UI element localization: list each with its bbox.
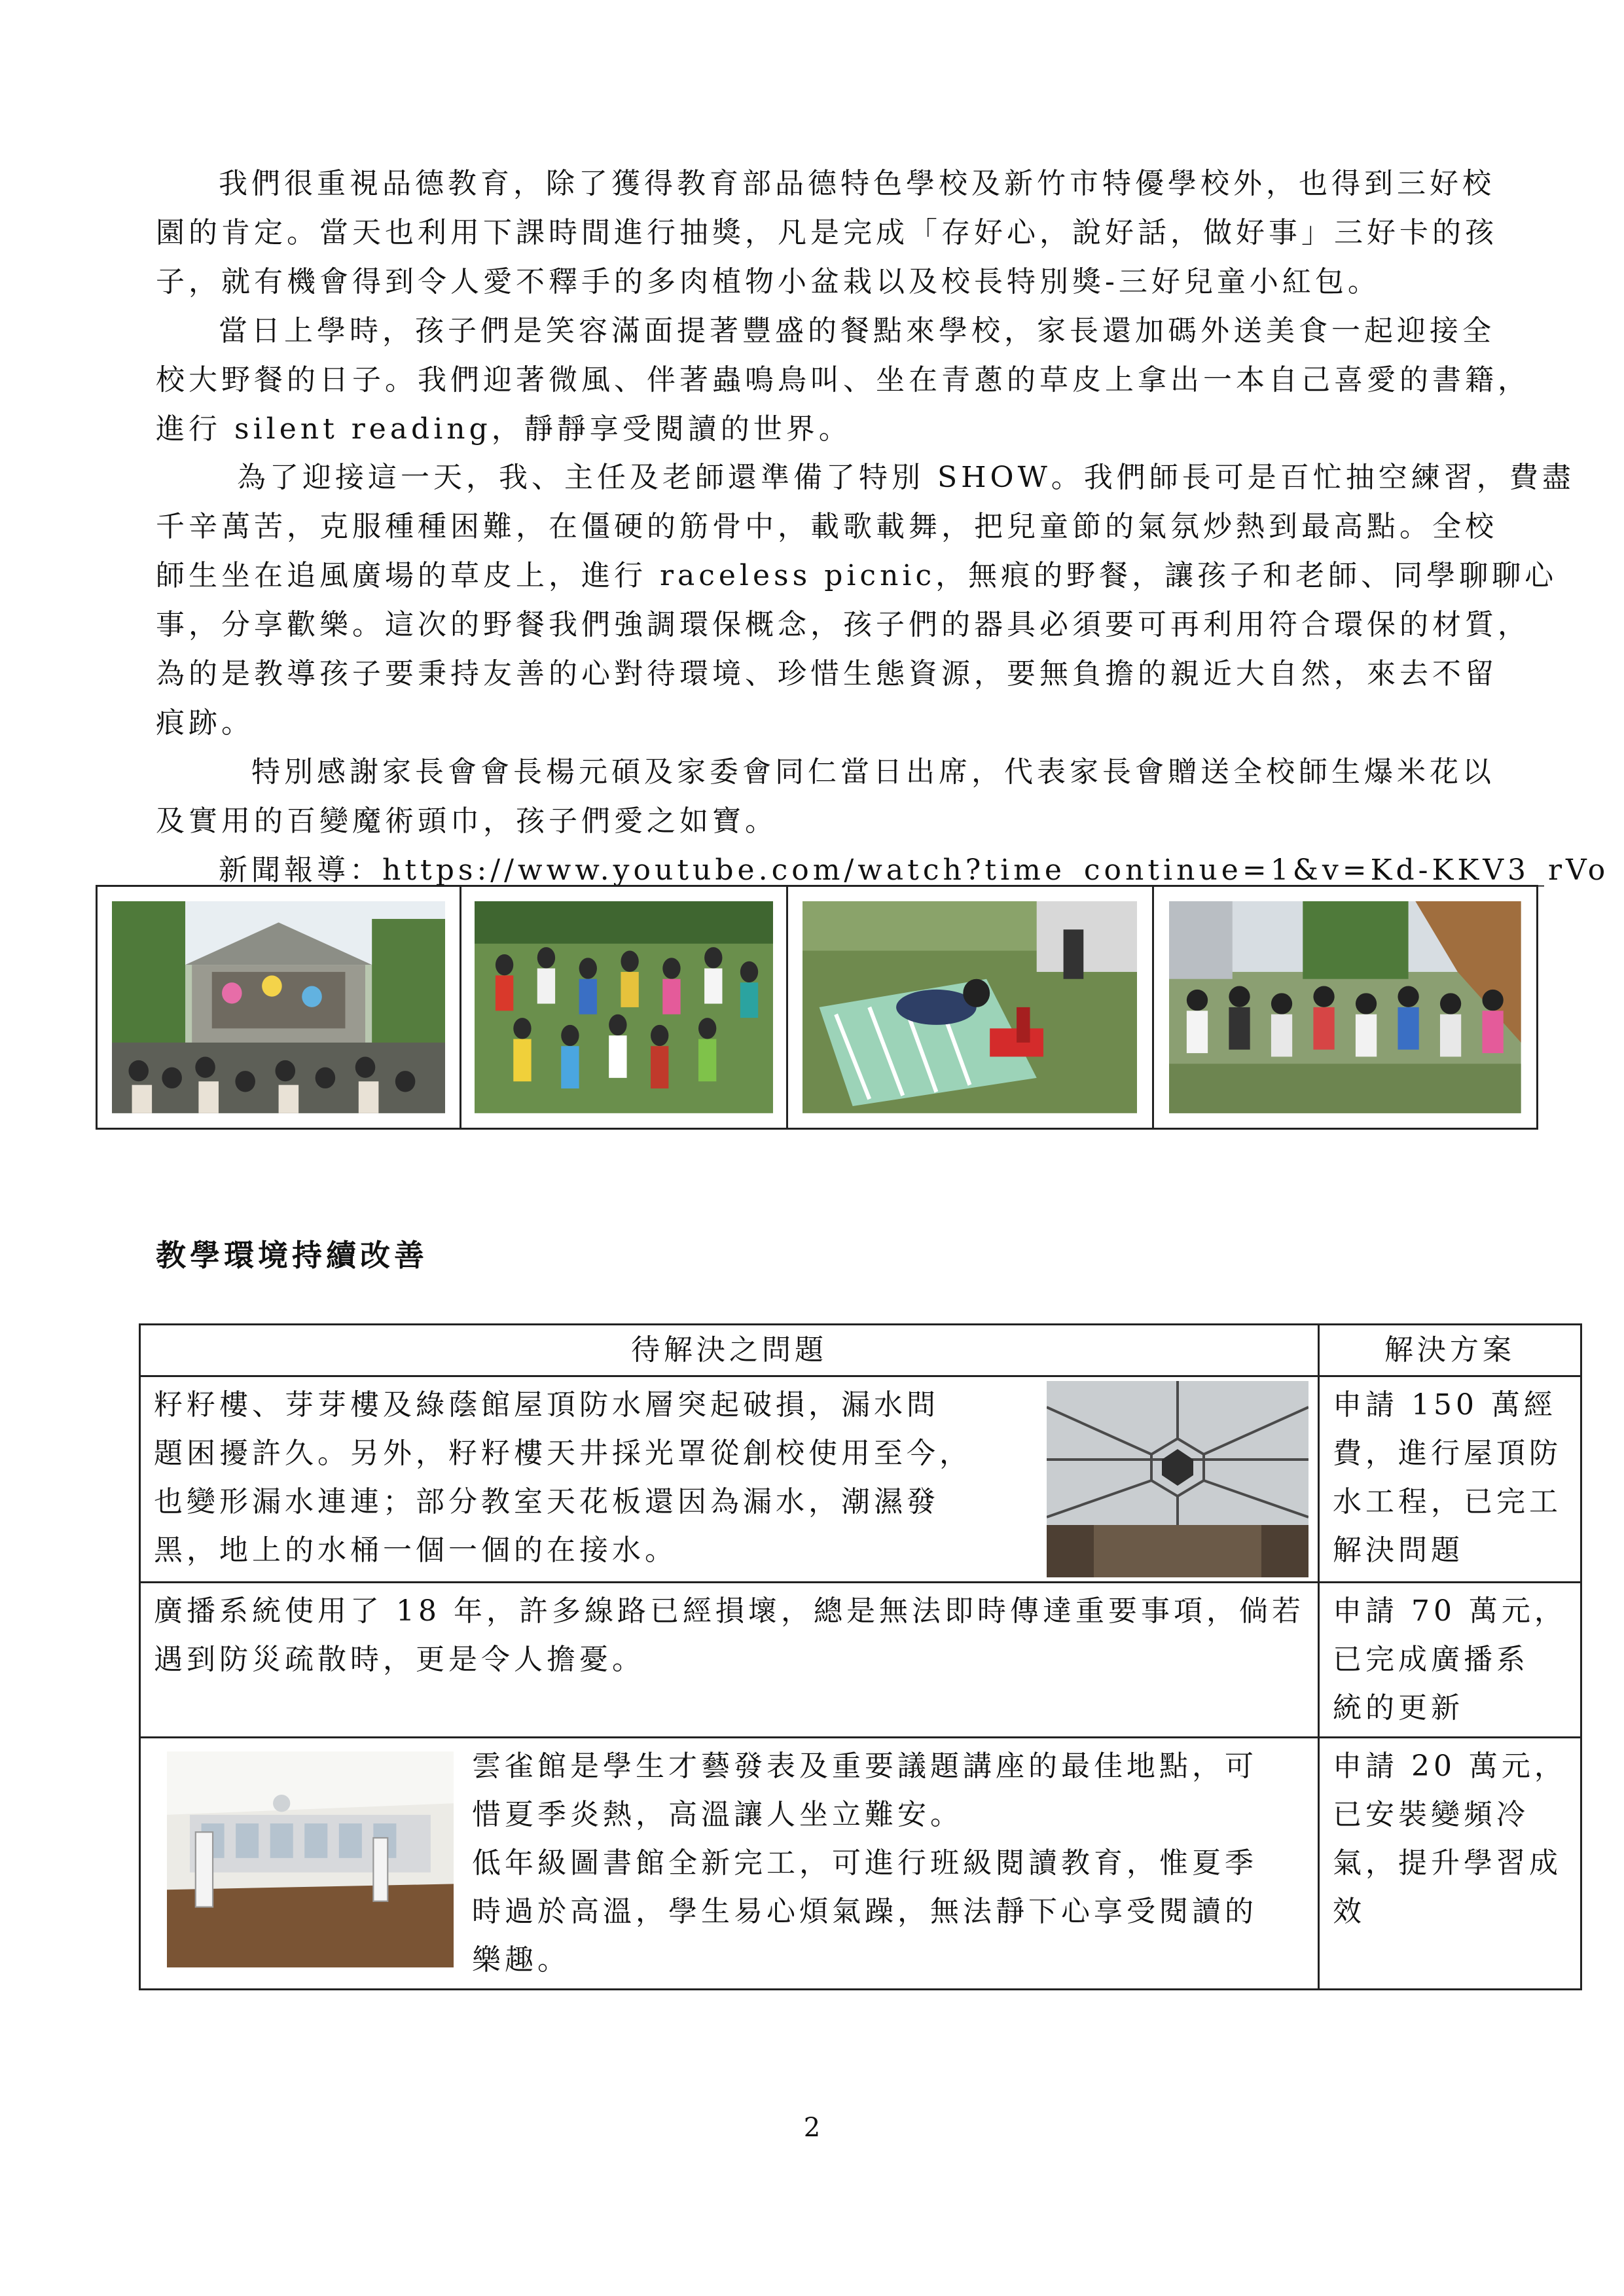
photo-strip xyxy=(96,885,1538,1130)
solution-text-line: 統的更新 xyxy=(1332,1691,1464,1725)
problem-text-line: 籽籽樓、芽芽樓及綠蔭館屋頂防水層突起破損，漏水問 xyxy=(154,1388,939,1422)
problem-text-line: 黑，地上的水桶一個一個的在接水。 xyxy=(154,1534,677,1567)
solution-text-line: 申請 150 萬經 xyxy=(1332,1388,1557,1422)
problem-text-line: 也變形漏水連連；部分教室天花板還因為漏水，潮濕發 xyxy=(154,1485,939,1518)
solution-text-line: 申請 70 萬元， xyxy=(1332,1594,1567,1628)
problem-text-line: 題困擾許久。另外，籽籽樓天井採光罩從創校使用至今， xyxy=(154,1437,972,1470)
paragraph-picnic-day xyxy=(156,306,1530,454)
table-row xyxy=(140,1583,1581,1738)
problem-text-line: 低年級圖書館全新完工，可進行班級閱讀教育，惟夏季 xyxy=(472,1846,1257,1880)
section-title: 教學環境持續改善 xyxy=(156,1238,428,1273)
text-line: 痕跡。 xyxy=(156,706,254,740)
paragraph-thanks xyxy=(156,747,1498,846)
photo-stage-performance xyxy=(112,901,445,1113)
solution-text-line: 解決問題 xyxy=(1332,1534,1464,1567)
skylight-photo xyxy=(1047,1381,1308,1577)
header-solution: 解決方案 xyxy=(1318,1325,1581,1376)
photo-cell xyxy=(1154,887,1536,1128)
text-line: 當日上學時，孩子們是笑容滿面提著豐盛的餐點來學校，家長還加碼外送美食一起迎接全 xyxy=(219,314,1495,348)
text-line: 進行 silent reading，靜靜享受閱讀的世界。 xyxy=(156,412,852,446)
photo-cell xyxy=(461,887,788,1128)
text-line: 校大野餐的日子。我們迎著微風、伴著蟲鳴鳥叫、坐在青蔥的草皮上拿出一本自己喜愛的書籍， xyxy=(156,363,1530,397)
solution-cell-hall xyxy=(1318,1738,1581,1990)
solution-cell-roof xyxy=(1318,1376,1581,1583)
problem-cell-broadcast xyxy=(140,1583,1319,1738)
text-line: 師生坐在追風廣場的草皮上，進行 raceless picnic，無痕的野餐，讓孩子和老師、同學聊聊心 xyxy=(156,559,1558,592)
solution-text-line: 已安裝變頻冷 xyxy=(1332,1798,1529,1831)
header-problem: 待解決之問題 xyxy=(140,1325,1319,1376)
solution-cell-broadcast xyxy=(1318,1583,1581,1738)
text-line: 園的肯定。當天也利用下課時間進行抽獎，凡是完成「存好心，說好話，做好事」三好卡的孩 xyxy=(156,216,1498,249)
news-link[interactable]: 新聞報導：https://www.youtube.com/watch?time_continue=1&v=Kd-KKV3_rVo xyxy=(219,853,1610,887)
photo-cell xyxy=(98,887,461,1128)
photo-cell xyxy=(788,887,1153,1128)
problem-text-line: 雲雀館是學生才藝發表及重要議題講座的最佳地點，可 xyxy=(472,1749,1257,1783)
table-header-row xyxy=(140,1325,1581,1376)
table-row xyxy=(140,1376,1581,1583)
problem-cell-roof xyxy=(140,1376,1319,1583)
problem-text-line: 惜夏季炎熱，高溫讓人坐立難安。 xyxy=(472,1798,963,1831)
photo-group-cheer xyxy=(1169,901,1521,1113)
solution-text-line: 費，進行屋頂防 xyxy=(1332,1437,1562,1470)
paragraph-moral-education xyxy=(156,159,1498,306)
photo-reading-on-grass xyxy=(803,901,1137,1113)
text-line: 及實用的百變魔術頭巾，孩子們愛之如寶。 xyxy=(156,804,778,838)
hall-photo xyxy=(167,1751,454,1967)
problem-text-line: 遇到防災疏散時，更是令人擔憂。 xyxy=(154,1643,645,1676)
text-line: 子，就有機會得到令人愛不釋手的多肉植物小盆栽以及校長特別獎-三好兒童小紅包。 xyxy=(156,265,1380,298)
solution-text-line: 申請 20 萬元， xyxy=(1332,1749,1567,1783)
page-number: 2 xyxy=(803,2113,821,2143)
paragraph-teacher-show xyxy=(156,453,1575,747)
text-line: 特別感謝家長會會長楊元碩及家委會同仁當日出席，代表家長會贈送全校師生爆米花以 xyxy=(251,755,1495,789)
solution-text-line: 氣，提升學習成 xyxy=(1332,1846,1562,1880)
problem-solution-table xyxy=(139,1323,1582,1990)
problem-text-line: 時過於高溫，學生易心煩氣躁，無法靜下心享受閱讀的 xyxy=(472,1895,1257,1928)
solution-text-line: 水工程，已完工 xyxy=(1332,1485,1562,1518)
solution-text-line: 已完成廣播系 xyxy=(1332,1643,1529,1676)
table-row xyxy=(140,1738,1581,1990)
photo-kids-dancing xyxy=(475,901,773,1113)
problem-text-line: 廣播系統使用了 18 年，許多線路已經損壞，總是無法即時傳達重要事項，倘若 xyxy=(154,1594,1305,1628)
text-line: 我們很重視品德教育，除了獲得教育部品德特色學校及新竹市特優學校外，也得到三好校 xyxy=(219,167,1495,200)
text-line: 為了迎接這一天，我、主任及老師還準備了特別 SHOW。我們師長可是百忙抽空練習，費盡 xyxy=(237,461,1575,494)
text-line: 為的是教導孩子要秉持友善的心對待環境、珍惜生態資源，要無負擔的親近大自然，來去不留 xyxy=(156,657,1498,691)
text-line: 事，分享歡樂。這次的野餐我們強調環保概念，孩子們的器具必須要可再利用符合環保的材質， xyxy=(156,608,1530,641)
text-line: 千辛萬苦，克服種種困難，在僵硬的筋骨中，載歌載舞，把兒童節的氣氛炒熱到最高點。全校 xyxy=(156,510,1498,543)
problem-cell-hall xyxy=(140,1738,1319,1990)
problem-text-line: 樂趣。 xyxy=(472,1943,570,1977)
solution-text-line: 效 xyxy=(1332,1895,1365,1928)
